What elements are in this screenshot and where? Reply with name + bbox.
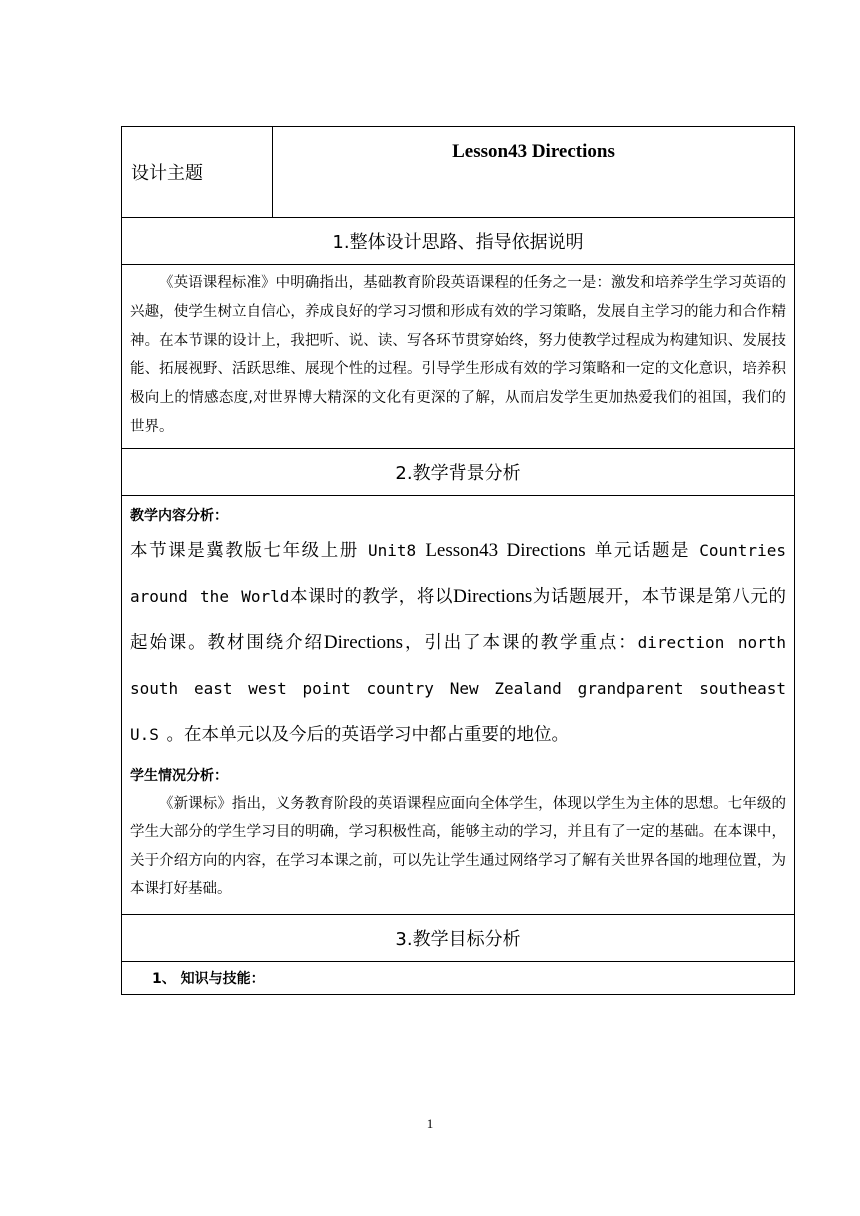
section3-item-row <box>122 961 795 994</box>
content-text-4: 为话题展开，本节课是第八元的起始课。教材围绕介绍 <box>130 586 787 653</box>
section1-paragraph: 《英语课程标准》中明确指出，基础教育阶段英语课程的任务之一是：激发和培养学生学习英语的兴趣，使学生树立自信心，养成良好的学习习惯和形成有效的学习策略，发展自主学习的能力和合作精神。在本节课的设计上，我把听、说、读、写各环节贯穿始终，努力使教学过程成为构建知识、发展技能、拓展视野、活跃思维、展现个性的过程。引导学生形成有效的学习策略和一定的文化意识，培养积极向上的情感态度,对世界博大精深的文化有更深的了解，从而启发学生更加热爱我们的祖国，我们的世界。 <box>122 265 795 449</box>
section1-heading: 1.整体设计思路、指导依据说明 <box>122 218 795 265</box>
student-analysis-paragraph: 《新课标》指出，义务教育阶段的英语课程应面向全体学生，体现以学生为主体的思想。七年级的学生大部分的学生学习目的明确，学习积极性高，能够主动的学习，并且有了一定的基础。在本课中，关于介绍方向的内容，在学习本课之前，可以先让学生通过网络学习了解有关世界各国的地理位置，为本课打好基础。 <box>130 795 786 898</box>
section2-heading: 2.教学背景分析 <box>122 448 795 495</box>
student-analysis-label: 学生情况分析： <box>130 767 228 784</box>
section3-heading-row <box>122 914 795 961</box>
content-analysis-label: 教学内容分析： <box>130 507 228 524</box>
content-topic: Countries around the World <box>130 540 786 606</box>
section2-body-row <box>122 495 795 914</box>
content-analysis-paragraph <box>122 528 794 758</box>
content-lesson: Lesson43 Directions <box>425 539 586 561</box>
page-number: 1 <box>426 1116 434 1131</box>
lesson-plan-table <box>121 126 795 995</box>
content-text-5: ，引出了本课的教学重点： <box>403 632 638 653</box>
content-unit: Unit8 <box>368 540 417 560</box>
theme-row <box>122 127 795 218</box>
section2-body <box>122 495 795 914</box>
section1-heading-row <box>122 218 795 265</box>
content-keywords: direction north south east west point country New Zealand grandparent southeast U.S <box>130 632 787 744</box>
content-text-3: 本课时的教学，将以 <box>289 586 454 607</box>
section3-heading: 3.教学目标分析 <box>122 914 795 961</box>
theme-label: 设计主题 <box>122 127 273 218</box>
content-text-1: 本节课是冀教版七年级上册 <box>130 540 359 561</box>
content-directions-1: Directions <box>453 585 533 607</box>
section1-body-row <box>122 265 795 449</box>
content-text-6: 。在本单元以及今后的英语学习中都占重要的地位。 <box>166 724 569 745</box>
content-text-2: 单元话题是 <box>594 540 691 561</box>
section2-heading-row <box>122 448 795 495</box>
lesson-title: Lesson43 Directions <box>273 127 795 218</box>
objective-item-1: 1、 知识与技能： <box>122 961 795 994</box>
content-directions-2: Directions <box>323 631 404 653</box>
